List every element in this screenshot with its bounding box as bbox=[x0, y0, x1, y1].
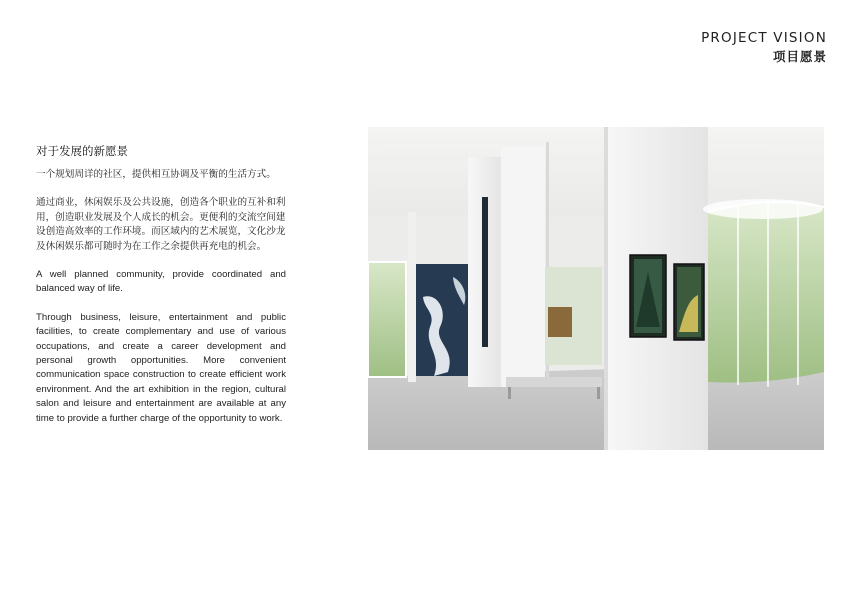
body-cn: 通过商业，休闲娱乐及公共设施，创造各个职业的互补和利用，创造职业发展及个人成长的机会。更便利的交流空间建设创造高效率的工作环境。而区域内的艺术展览，文化沙龙及休闲娱乐都可随时为在工作之余提供再充电的机会。 bbox=[36, 197, 286, 252]
body-en-1: A well planned community, provide coordinated and balanced way of life. bbox=[36, 269, 286, 295]
project-vision-title-cn: 项目愿景 bbox=[772, 50, 827, 64]
subtitle-cn: 一个规划周详的社区，提供相互协调及平衡的生活方式。 bbox=[36, 169, 276, 180]
project-vision-title-en: PROJECT VISION bbox=[701, 30, 827, 46]
body-en-2: Through business, leisure, entertainment and public facilities, to create complementary and use of various occupations, and create a career development and personal growth opportunities. More convenient communication space construction to create efficient work environment. And the art exhibition in the region, cultural salon and leisure and entertainment are available at any time to provide a further charge of the opportunity to work. bbox=[36, 311, 286, 424]
text-column bbox=[36, 143, 286, 440]
section-heading: 对于发展的新愿景 bbox=[36, 146, 128, 158]
gallery-interior-photo bbox=[368, 127, 824, 450]
